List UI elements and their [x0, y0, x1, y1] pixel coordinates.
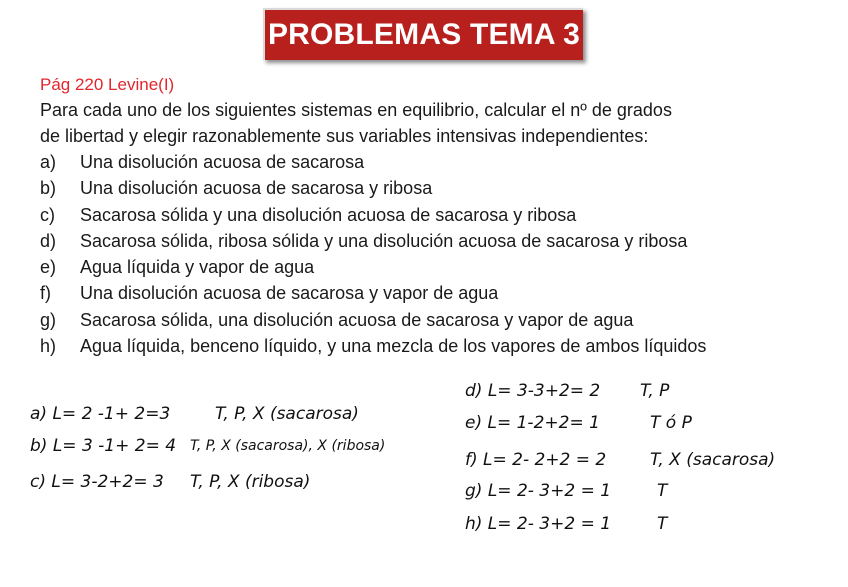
statement-line: Para cada uno de los siguientes sistemas en equilibrio, calcular el nº de grados — [40, 100, 672, 120]
answer-equation: d) L= 3-3+2= 2 — [465, 381, 601, 401]
answer-variables: T ó P — [650, 413, 692, 433]
item-text: Una disolución acuosa de sacarosa — [80, 152, 365, 172]
item-label: a) — [40, 152, 57, 172]
handwritten-answer — [465, 381, 670, 401]
handwritten-answer — [465, 450, 776, 470]
answer-equation: e) L= 1-2+2= 1 — [465, 413, 600, 433]
list-item — [40, 175, 800, 201]
answer-equation: f) L= 2- 2+2 = 2 — [465, 450, 607, 470]
list-item — [40, 307, 800, 333]
handwritten-answer — [465, 514, 668, 534]
title-banner — [263, 8, 583, 60]
item-text: Sacarosa sólida y una disolución acuosa de sacarosa y ribosa — [80, 204, 577, 225]
item-label: h) — [40, 336, 57, 357]
item-label: b) — [40, 178, 57, 199]
item-label: e) — [40, 257, 57, 278]
answer-variables: T — [657, 481, 668, 501]
handwritten-answer — [30, 472, 311, 492]
answer-variables: T, X (sacarosa) — [650, 450, 776, 470]
answer-equation: a) L= 2 -1+ 2=3 — [30, 404, 171, 424]
answer-variables: T — [657, 514, 668, 534]
item-label: d) — [40, 230, 57, 251]
list-item — [40, 333, 800, 359]
source-reference: Pág 220 Levine(I) — [40, 75, 175, 94]
item-label: c) — [40, 204, 55, 225]
problem-list — [40, 149, 800, 359]
list-item — [40, 228, 800, 254]
item-text: Agua líquida y vapor de agua — [80, 257, 315, 278]
answer-variables: T, P, X (sacarosa), X (ribosa) — [190, 438, 386, 454]
answer-equation: h) L= 2- 3+2 = 1 — [465, 514, 612, 534]
handwritten-answer — [465, 413, 692, 433]
item-text: Una disolución acuosa de sacarosa y ribosa — [80, 178, 433, 199]
item-label: g) — [40, 309, 57, 330]
item-text: Sacarosa sólida, una disolución acuosa de sacarosa y vapor de agua — [80, 309, 634, 330]
list-item — [40, 254, 800, 280]
answer-variables: T, P — [640, 381, 670, 401]
item-label: f) — [40, 283, 51, 304]
statement-line: de libertad y elegir razonablemente sus variables intensivas independientes: — [40, 126, 649, 146]
answer-variables: T, P, X (ribosa) — [190, 472, 311, 492]
item-text: Una disolución acuosa de sacarosa y vapor de agua — [80, 283, 499, 304]
answer-equation: c) L= 3-2+2= 3 — [30, 472, 164, 492]
list-item — [40, 149, 800, 175]
answer-equation: g) L= 2- 3+2 = 1 — [465, 481, 612, 501]
handwritten-answer — [30, 436, 386, 456]
list-item — [40, 280, 800, 306]
list-item — [40, 202, 800, 228]
page-title: PROBLEMAS TEMA 3 — [267, 18, 581, 51]
answer-variables: T, P, X (sacarosa) — [215, 404, 359, 424]
answer-equation: b) L= 3 -1+ 2= 4 — [30, 436, 177, 456]
item-text: Sacarosa sólida, ribosa sólida y una disolución acuosa de sacarosa y ribosa — [80, 230, 688, 251]
problem-statement — [40, 97, 760, 149]
handwritten-answer — [30, 404, 359, 424]
handwritten-answer — [465, 481, 668, 501]
item-text: Agua líquida, benceno líquido, y una mezcla de los vapores de ambos líquidos — [80, 336, 707, 357]
